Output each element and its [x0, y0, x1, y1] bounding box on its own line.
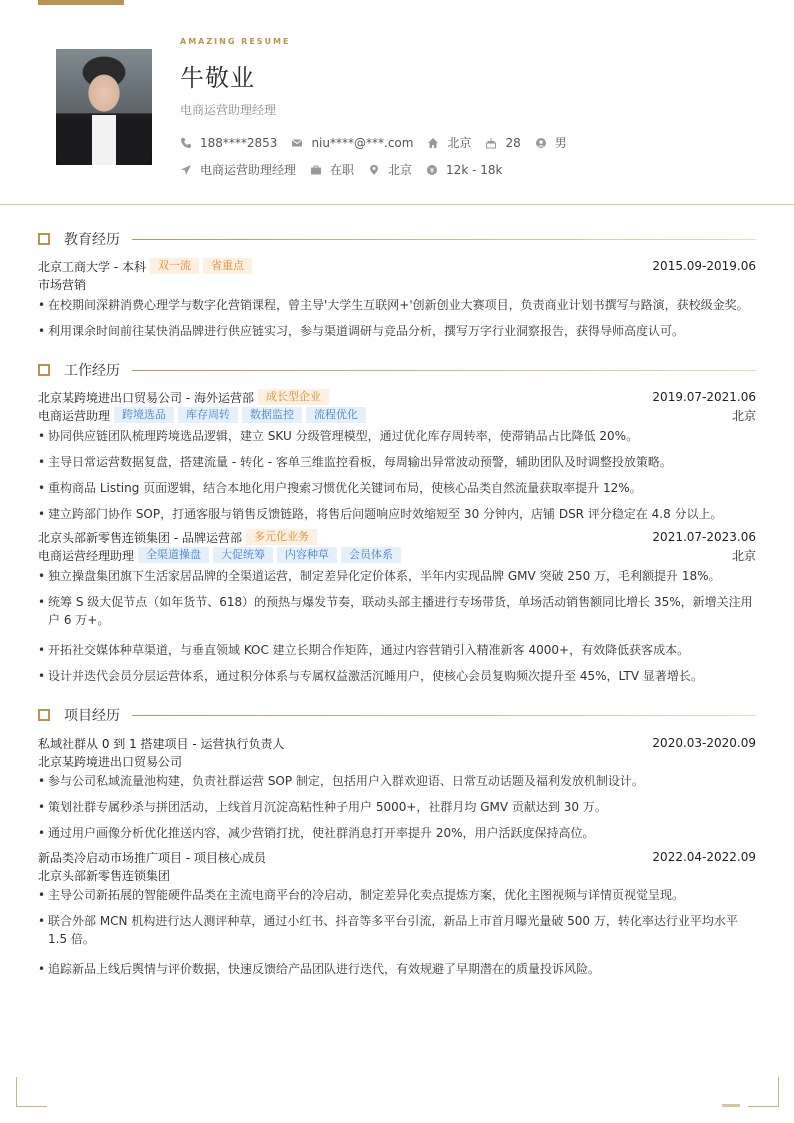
project-org: 北京某跨境进出口贸易公司: [38, 754, 183, 769]
project-name: 私域社群从 0 到 1 搭建项目 - 运营执行负责人: [38, 736, 285, 751]
work-header-row: [38, 388, 756, 406]
home-icon: [427, 137, 439, 149]
work-city: 北京: [731, 548, 756, 563]
email-item: [291, 136, 413, 150]
list-item: • 开拓社交媒体种草渠道，与垂直领域 KOC 建立长期合作矩阵，通过内容营销引入精准新客 4000+，有效降低获客成本。: [38, 641, 756, 659]
date-range: 2019.07-2021.06: [652, 390, 756, 404]
list-item: • 协同供应链团队梳理跨境选品逻辑，建立 SKU 分级管理模型，通过优化库存周转率，使滞销品占比降低 20%。: [38, 427, 756, 445]
section-marker-icon: [38, 233, 50, 245]
section-title-text: 教育经历: [64, 232, 120, 248]
work-section-title: [38, 360, 756, 380]
contact-info-row: [180, 134, 581, 151]
list-item: • 主导日常运营数据复盘，搭建流量 - 转化 - 客单三维监控看板，每周输出异常波动预警，辅助团队及时调整投放策略。: [38, 453, 756, 471]
major: 市场营销: [38, 277, 87, 292]
skill-tag: 大促统筹: [213, 547, 273, 563]
corner-decoration-right: [748, 1077, 779, 1107]
skill-tag: 内容种草: [277, 547, 337, 563]
money-icon: [426, 164, 438, 176]
project-header-row: [38, 848, 756, 866]
cake-icon: [485, 137, 497, 149]
target-position-item: [180, 161, 296, 178]
section-title-text: 工作经历: [64, 363, 120, 379]
top-accent-bar: [38, 0, 124, 5]
company-tag: 成长型企业: [258, 389, 329, 405]
projects-section-title: [38, 705, 756, 725]
phone-text: 188****2853: [200, 135, 278, 150]
skill-tag: 数据监控: [242, 407, 302, 423]
list-item: • 参与公司私域流量池构建，负责社群运营 SOP 制定，包括用户入群欢迎语、日常互动话题及福利发放机制设计。: [38, 772, 756, 790]
list-item: • 追踪新品上线后舆情与评价数据，快速反馈给产品团队进行迭代，有效规避了早期潜在的质量投诉风险。: [38, 960, 756, 978]
education-major-row: [38, 275, 756, 293]
education-header-row: [38, 257, 756, 275]
work-header-row: [38, 528, 756, 546]
corner-decoration-left: [16, 1077, 47, 1107]
employment-status-item: [310, 161, 354, 178]
education-section-title: [38, 229, 756, 249]
role: 电商运营经理助理: [38, 548, 135, 563]
header-divider: [0, 204, 794, 205]
project-header-row: [38, 734, 756, 752]
list-item: • 联合外部 MCN 机构进行达人测评种草，通过小红书、抖音等多平台引流，新品上市首月曝光量破 500 万，转化率达行业平均水平 1.5 倍。: [38, 912, 756, 948]
project-org: 北京头部新零售连锁集团: [38, 868, 171, 883]
list-item: • 统筹 S 级大促节点（如年货节、618）的预热与爆发节奏，联动头部主播进行专场带货，单场活动销售额同比增长 35%，新增关注用户 6 万+。: [38, 593, 756, 629]
section-marker-icon: [38, 364, 50, 376]
corner-dash-decoration: [722, 1104, 740, 1107]
work-city: 北京: [731, 408, 756, 423]
list-item: • 独立操盘集团旗下生活家居品牌的全渠道运营，制定差异化定价体系，半年内实现品牌 GMV 突破 250 万，毛利额提升 18%。: [38, 567, 756, 585]
gender-icon: [535, 137, 547, 149]
section-title-text: 项目经历: [64, 708, 120, 724]
phone-icon: [180, 137, 192, 149]
hometown-text: 北京: [447, 136, 472, 150]
school-name: 北京工商大学 - 本科: [38, 259, 146, 274]
section-marker-icon: [38, 709, 50, 721]
target-city-text: 北京: [388, 163, 413, 177]
school-tag: 双一流: [150, 258, 199, 274]
date-range: 2015.09-2019.06: [652, 259, 756, 273]
gender-item: [535, 134, 567, 151]
list-item: • 主导公司新拓展的智能硬件品类在主流电商平台的冷启动，制定差异化卖点提炼方案，优化主图视频与详情页视觉呈现。: [38, 886, 756, 904]
target-position-text: 电商运营助理经理: [200, 163, 297, 177]
skill-tag: 库存周转: [178, 407, 238, 423]
list-item: • 利用课余时间前往某快消品牌进行供应链实习，参与渠道调研与竞品分析，撰写万字行业洞察报告，获得导师高度认可。: [38, 322, 756, 340]
work-role-row: [38, 546, 756, 564]
age-text: 28: [505, 135, 521, 150]
avatar: [56, 49, 152, 165]
list-item: • 通过用户画像分析优化推送内容，减少营销打扰，使社群消息打开率提升 20%，用户活跃度保持高位。: [38, 824, 756, 842]
salary-text: 12k - 18k: [446, 162, 503, 177]
hometown-item: [427, 134, 471, 151]
skill-tag: 全渠道操盘: [138, 547, 209, 563]
section-line: [132, 239, 756, 240]
date-range: 2020.03-2020.09: [652, 736, 756, 750]
phone-item: [180, 136, 277, 150]
send-icon: [180, 164, 192, 176]
school-tag: 省重点: [203, 258, 252, 274]
photo-shirt-collar: [92, 115, 116, 165]
target-city-item: [368, 161, 412, 178]
date-range: 2021.07-2023.06: [652, 530, 756, 544]
candidate-name: 牛敬业: [180, 64, 255, 92]
list-item: • 在校期间深耕消费心理学与数字化营销课程，曾主导'大学生互联网+'创新创业大赛项目，负责商业计划书撰写与路演，获校级金奖。: [38, 296, 756, 314]
skill-tag: 会员体系: [341, 547, 401, 563]
candidate-title: 电商运营助理经理: [180, 103, 277, 117]
project-name: 新品类冷启动市场推广项目 - 项目核心成员: [38, 850, 266, 865]
work-role-row: [38, 406, 756, 424]
employment-status-text: 在职: [330, 163, 355, 177]
email-text: niu****@***.com: [311, 135, 414, 150]
job-intent-row: [180, 161, 516, 178]
company-name: 北京某跨境进出口贸易公司 - 海外运营部: [38, 390, 254, 405]
section-line: [132, 715, 756, 716]
list-item: • 重构商品 Listing 页面逻辑，结合本地化用户搜索习惯优化关键词布局，使核心品类自然流量获取率提升 12%。: [38, 479, 756, 497]
brand-label: AMAZING RESUME: [180, 37, 291, 46]
date-range: 2022.04-2022.09: [652, 850, 756, 864]
company-name: 北京头部新零售连锁集团 - 品牌运营部: [38, 530, 242, 545]
gender-text: 男: [554, 136, 567, 150]
list-item: • 建立跨部门协作 SOP，打通客服与销售反馈链路，将售后问题响应时效缩短至 30 分钟内，店铺 DSR 评分稳定在 4.8 分以上。: [38, 505, 756, 523]
role: 电商运营助理: [38, 408, 111, 423]
section-line: [132, 370, 756, 371]
project-org-row: [38, 752, 756, 770]
project-org-row: [38, 866, 756, 884]
list-item: • 策划社群专属秒杀与拼团活动，上线首月沉淀高粘性种子用户 5000+，社群月均 GMV 贡献达到 30 万。: [38, 798, 756, 816]
company-tag: 多元化业务: [246, 529, 317, 545]
briefcase-icon: [310, 164, 322, 176]
list-item: • 设计并迭代会员分层运营体系，通过积分体系与专属权益激活沉睡用户，使核心会员复购频次提升至 45%，LTV 显著增长。: [38, 667, 756, 685]
mail-icon: [291, 137, 303, 149]
skill-tag: 跨境选品: [114, 407, 174, 423]
salary-item: [426, 163, 502, 177]
skill-tag: 流程优化: [306, 407, 366, 423]
age-item: [485, 136, 520, 150]
location-icon: [368, 164, 380, 176]
